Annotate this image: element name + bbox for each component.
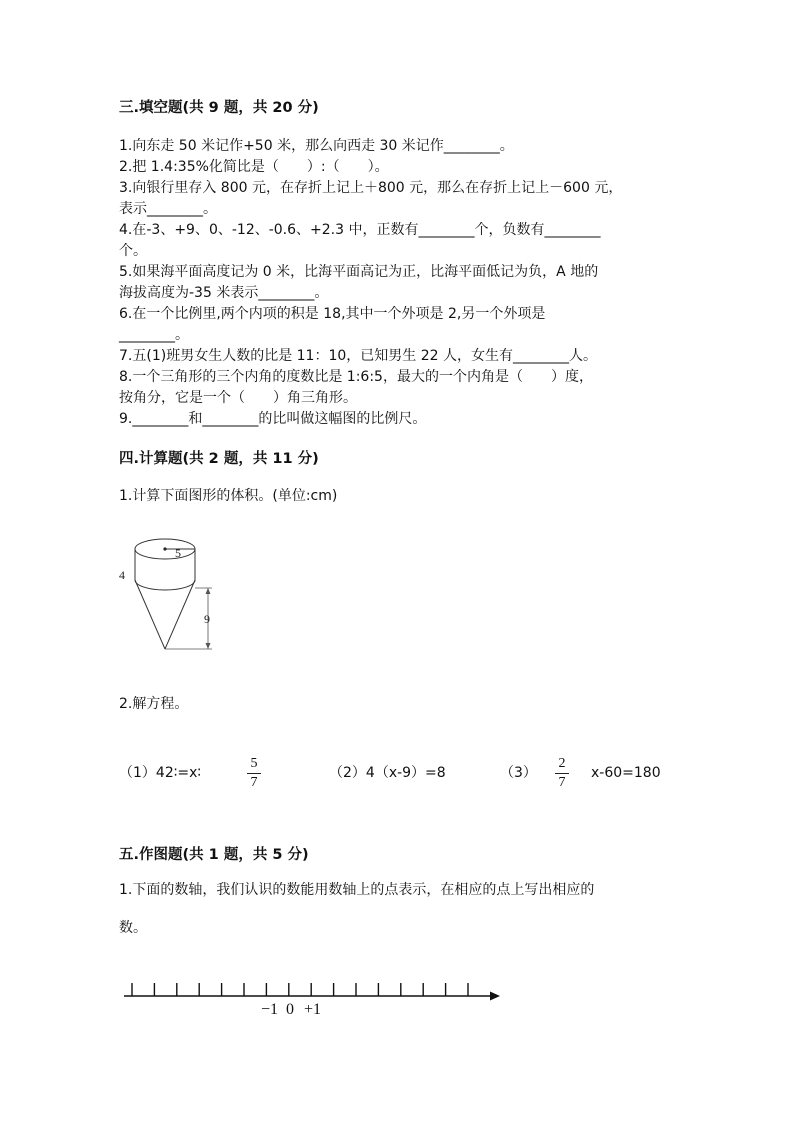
fraction-numerator: 5 — [250, 756, 258, 771]
section3-line: 9.________和________的比叫做这幅图的比例尺。 — [119, 411, 427, 427]
section3-line: 5.如果海平面高度记为 0 米，比海平面高记为正，比海平面低记为负，A 地的 — [119, 264, 599, 280]
section3-line: 1.向东走 50 米记作+50 米，那么向西走 30 米记作________。 — [119, 138, 514, 154]
axis-label-minus-one: −1 — [261, 1001, 279, 1018]
section3-heading: 三.填空题(共 9 题，共 20 分) — [119, 100, 319, 116]
section3-line: 个。 — [119, 243, 147, 259]
equation-3-label: （3） — [500, 765, 537, 781]
section3-line: 7.五(1)班男女生人数的比是 11：10，已知男生 22 人，女生有________人。 — [119, 348, 597, 364]
axis-label-zero: 0 — [286, 1001, 294, 1018]
arrow-icon — [490, 992, 500, 1001]
section4-heading: 四.计算题(共 2 题，共 11 分) — [119, 451, 319, 467]
question-number-line-cont: 数。 — [119, 920, 147, 936]
section3-line: 3.向银行里存入 800 元，在存折上记上＋800 元，那么在存折上记上－600 元， — [119, 180, 623, 196]
section3-line: 表示________。 — [119, 201, 217, 217]
equation-1-fraction — [247, 756, 261, 791]
radius-label: 5 — [175, 546, 181, 560]
section3-line: 2.把 1.4:35%化简比是（ ）:（ ）。 — [119, 159, 389, 175]
equation-1: （1）42∶=x∶ — [119, 765, 202, 781]
section3-line: 8.一个三角形的三个内角的度数比是 1:6:5，最大的一个内角是（ ）度， — [119, 369, 593, 385]
question-number-line: 1.下面的数轴，我们认识的数能用数轴上的点表示，在相应的点上写出相应的 — [119, 882, 595, 898]
equation-3-body: x-60=180 — [591, 765, 661, 781]
number-line — [118, 976, 508, 1020]
section3-line: 6.在一个比例里,两个内项的积是 18,其中一个外项是 2,另一个外项是 — [119, 306, 546, 322]
section3-line: 按角分，它是一个（ ）角三角形。 — [119, 390, 357, 406]
equation-3-fraction — [555, 756, 569, 791]
section5-heading: 五.作图题(共 1 题，共 5 分) — [119, 847, 309, 863]
section3-line: 海拔高度为-35 米表示________。 — [119, 285, 329, 301]
section3-line: ________。 — [119, 327, 189, 343]
cylinder-cone-figure — [115, 532, 225, 657]
equation-2: （2）4（x-9）=8 — [329, 765, 446, 781]
question-volume: 1.计算下面图形的体积。(单位:cm) — [119, 488, 338, 504]
axis-label-plus-one: +1 — [304, 1001, 322, 1018]
fraction-denominator: 7 — [250, 775, 258, 790]
cone-height-label: 9 — [204, 612, 210, 626]
fraction-numerator: 2 — [558, 756, 566, 771]
section3-line: 4.在-3、+9、0、-12、-0.6、+2.3 中，正数有________个，负数有________ — [119, 222, 601, 238]
height-label: 4 — [119, 568, 125, 582]
question-equations: 2.解方程。 — [119, 696, 189, 712]
fraction-denominator: 7 — [558, 775, 566, 790]
